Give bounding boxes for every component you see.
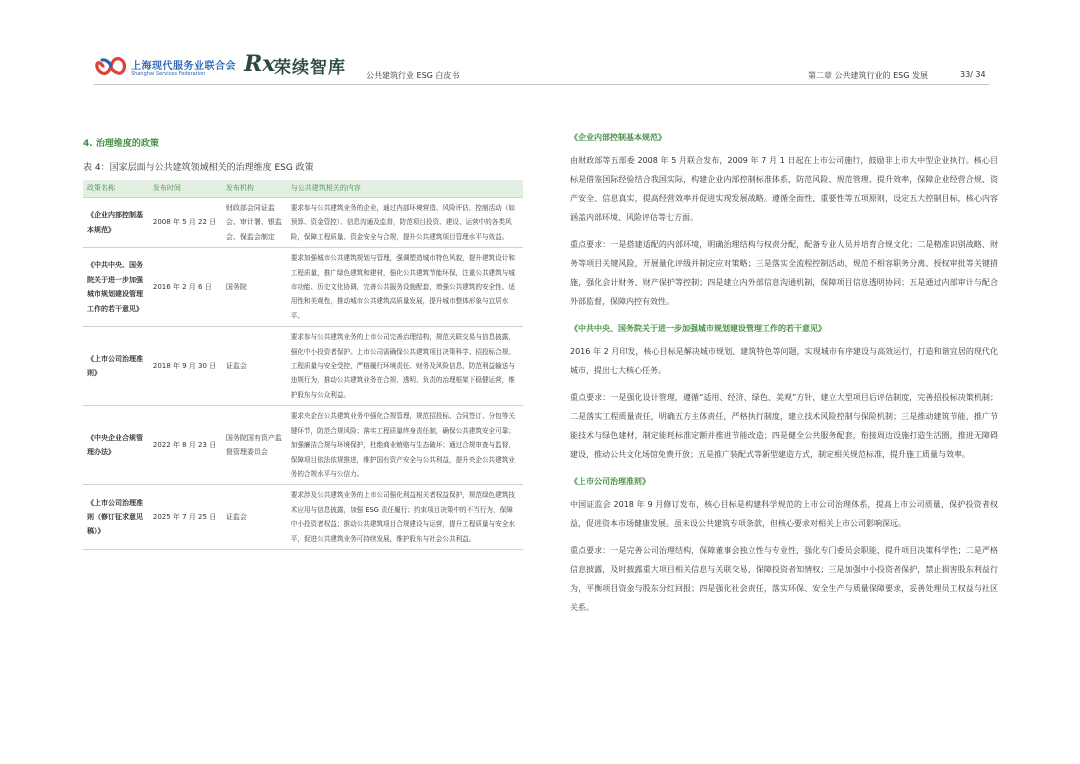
policy-content: 要求涉及公共建筑业务的上市公司强化利益相关者权益保护，规范绿色建筑技术应用与信息披露，加强 ESG 责任履行；约束项目决策中的不当行为，保障中小投资者权益；推动公共建筑项目合规建设与运营，提升工程质量与安全水平，促进公共建筑业务可持续发展，维护股东与社会公共利益。 (287, 485, 523, 550)
table-caption: 表 4：国家层面与公共建筑领域相关的治理维度 ESG 政策 (83, 163, 314, 173)
policy-issuer: 证监会 (222, 327, 287, 406)
policy-issuer: 国务院 (222, 248, 287, 327)
policy-content: 要求加强城市公共建筑规划与管理，强调塑造城市特色风貌，提升建筑设计和工程质量，推广绿色建筑和建材，强化公共建筑节能环保，注重公共建筑与城市功能、历史文化协调，完善公共服务设施配套，增强公共建筑的安全性、适用性和美观性，推动城市公共建筑高质量发展，提升城市整体形象与宜居水平。 (287, 248, 523, 327)
document-title: 公共建筑行业 ESG 白皮书 (366, 71, 460, 80)
table-row (83, 327, 523, 406)
policy-date: 2018 年 9 月 30 日 (149, 327, 222, 406)
policy-commentary (570, 128, 998, 625)
policy-name: 《中共中央、国务院关于进一步加强城市规划建设管理工作的若干意见》 (83, 248, 149, 327)
policy-paragraph: 重点要求：一是完善公司治理结构，保障董事会独立性与专业性，强化专门委员会职能，提升项目决策科学性；二是严格信息披露，及时披露重大项目相关信息与关联交易，保障投资者知情权；三是加强中小投资者保护，禁止损害股东利益行为，平衡项目资金与股东分红回报；四是强化社会责任，落实环保、安全生产与质量保障要求，妥善处理员工权益与社区关系。 (570, 546, 998, 612)
table-header-row (83, 180, 523, 198)
chapter-title: 第二章 公共建筑行业的 ESG 发展 (808, 71, 928, 80)
org-name-en: Shanghai Services Federation (131, 71, 206, 77)
org-name-cn: 上海现代服务业联合会 (131, 61, 236, 72)
policy-date: 2022 年 8 月 23 日 (149, 406, 222, 485)
table-row (83, 198, 523, 248)
policy-name: 《中央企业合规管理办法》 (83, 406, 149, 485)
policy-heading: 《中共中央、国务院关于进一步加强城市规划建设管理工作的若干意见》 (570, 324, 826, 333)
header-divider (94, 84, 989, 85)
policy-paragraph: 重点要求：一是强化设计管理，遵循“适用、经济、绿色、美观”方针，建立大型项目后评估制度，完善招投标决策机制；二是落实工程质量责任，明确五方主体责任，严格执行制度，建立技术风险控制与保险机制；三是推动建筑节能，推广节能技术与绿色建材，制定能耗标准定额并推进节能改造；四是健全公共服务配套，衔接周边设施打造生活圈，推进无障碍建设，推动公共文化场馆免费开放；五是推广装配式等新型建造方式，制定相关规范标准，提升施工质量与效率。 (570, 393, 998, 459)
column-header: 发布机构 (222, 180, 287, 198)
page-number: 33/ 34 (960, 70, 986, 79)
table-row (83, 485, 523, 550)
policy-issuer: 财政部会同证监会、审计署、银监会、保监会制定 (222, 198, 287, 248)
policy-issuer: 证监会 (222, 485, 287, 550)
brand-name: 荣续智库 (274, 58, 346, 78)
policy-paragraph: 由财政部等五部委 2008 年 5 月联合发布，2009 年 7 月 1 日起在上市公司施行，鼓励非上市大中型企业执行。核心目标是借鉴国际经验结合我国实际，构建企业内部控制标准体系，防范风险、规范管理、提升效率，保障企业经营合规、资产安全、信息真实，提高经营效率并促进实现发展战略。遵循全面性、重要性等五项原则，设定五大控制目标，核心内容涵盖内部环境、风险评估等七方面。 (570, 156, 998, 222)
column-header: 政策名称 (83, 180, 149, 198)
policy-name: 《上市公司治理准则（修订征求意见稿）》 (83, 485, 149, 550)
policy-paragraph: 中国证监会 2018 年 9 月修订发布，核心目标是构建科学规范的上市公司治理体系，提高上市公司质量，保护投资者权益，促进资本市场健康发展。虽未设公共建筑专项条款，但核心要求对相关上市公司影响深远。 (570, 500, 998, 528)
policy-heading: 《企业内部控制基本规范》 (570, 133, 666, 142)
table-row (83, 406, 523, 485)
policy-date: 2008 年 5 月 22 日 (149, 198, 222, 248)
policy-content: 要求央企在公共建筑业务中强化合规管理，规范招投标、合同签订、分包等关键环节，防范合规风险；落实工程质量终身责任制，确保公共建筑安全可靠；加强廉洁合规与环境保护，杜绝商业贿赂与生态破坏；通过合规审查与监督，保障项目依法依规推进，维护国有资产安全与公共利益，提升央企公共建筑业务的合规水平与公信力。 (287, 406, 523, 485)
section-title: 4. 治理维度的政策 (83, 139, 159, 149)
table-row (83, 248, 523, 327)
column-header: 发布时间 (149, 180, 222, 198)
policy-paragraph: 2016 年 2 月印发，核心目标是解决城市规划、建筑特色等问题，实现城市有序建设与高效运行，打造和谐宜居的现代化城市，提出七大核心任务。 (570, 347, 998, 375)
policy-table (83, 180, 523, 550)
policy-content: 要求参与公共建筑业务的企业，通过内部环境营造、风险评估、控制活动（如预算、资金管控）、信息沟通及监督，防范项目投资、建设、运营中的各类风险，保障工程质量、资金安全与合规，提升公共建筑项目管理水平与效益。 (287, 198, 523, 248)
policy-name: 《上市公司治理准则》 (83, 327, 149, 406)
column-header: 与公共建筑相关的内容 (287, 180, 523, 198)
policy-heading: 《上市公司治理准则》 (570, 477, 650, 486)
page-header (0, 0, 1080, 90)
brand-logo-mark: Rx (244, 51, 276, 77)
policy-issuer: 国务院国有资产监督管理委员会 (222, 406, 287, 485)
policy-name: 《企业内部控制基本规范》 (83, 198, 149, 248)
policy-content: 要求参与公共建筑业务的上市公司完善治理结构，规范关联交易与信息披露，强化中小投资者保护。上市公司需确保公共建筑项目决策科学、招投标合规、工程质量与安全受控，严格履行环境责任、财务及风险信息，防范利益输送与违规行为，推动公共建筑业务在合规、透明、负责的治理框架下稳健运营，维护股东与公众利益。 (287, 327, 523, 406)
policy-date: 2016 年 2 月 6 日 (149, 248, 222, 327)
policy-date: 2025 年 7 月 25 日 (149, 485, 222, 550)
federation-logo-icon (94, 55, 128, 77)
policy-paragraph: 重点要求：一是搭建适配的内部环境，明确治理结构与权责分配，配备专业人员并培育合规文化；二是精准识别战略、财务等项目关键风险，开展量化评级并制定应对策略；三是落实全流程控制活动，规范不相容职务分离、授权审批等关键措施，强化会计财务、财产保护等控制；四是建立内外部信息沟通机制，保障项目信息透明协同；五是通过内部审计与配合外部监督，保障内控有效性。 (570, 240, 998, 306)
